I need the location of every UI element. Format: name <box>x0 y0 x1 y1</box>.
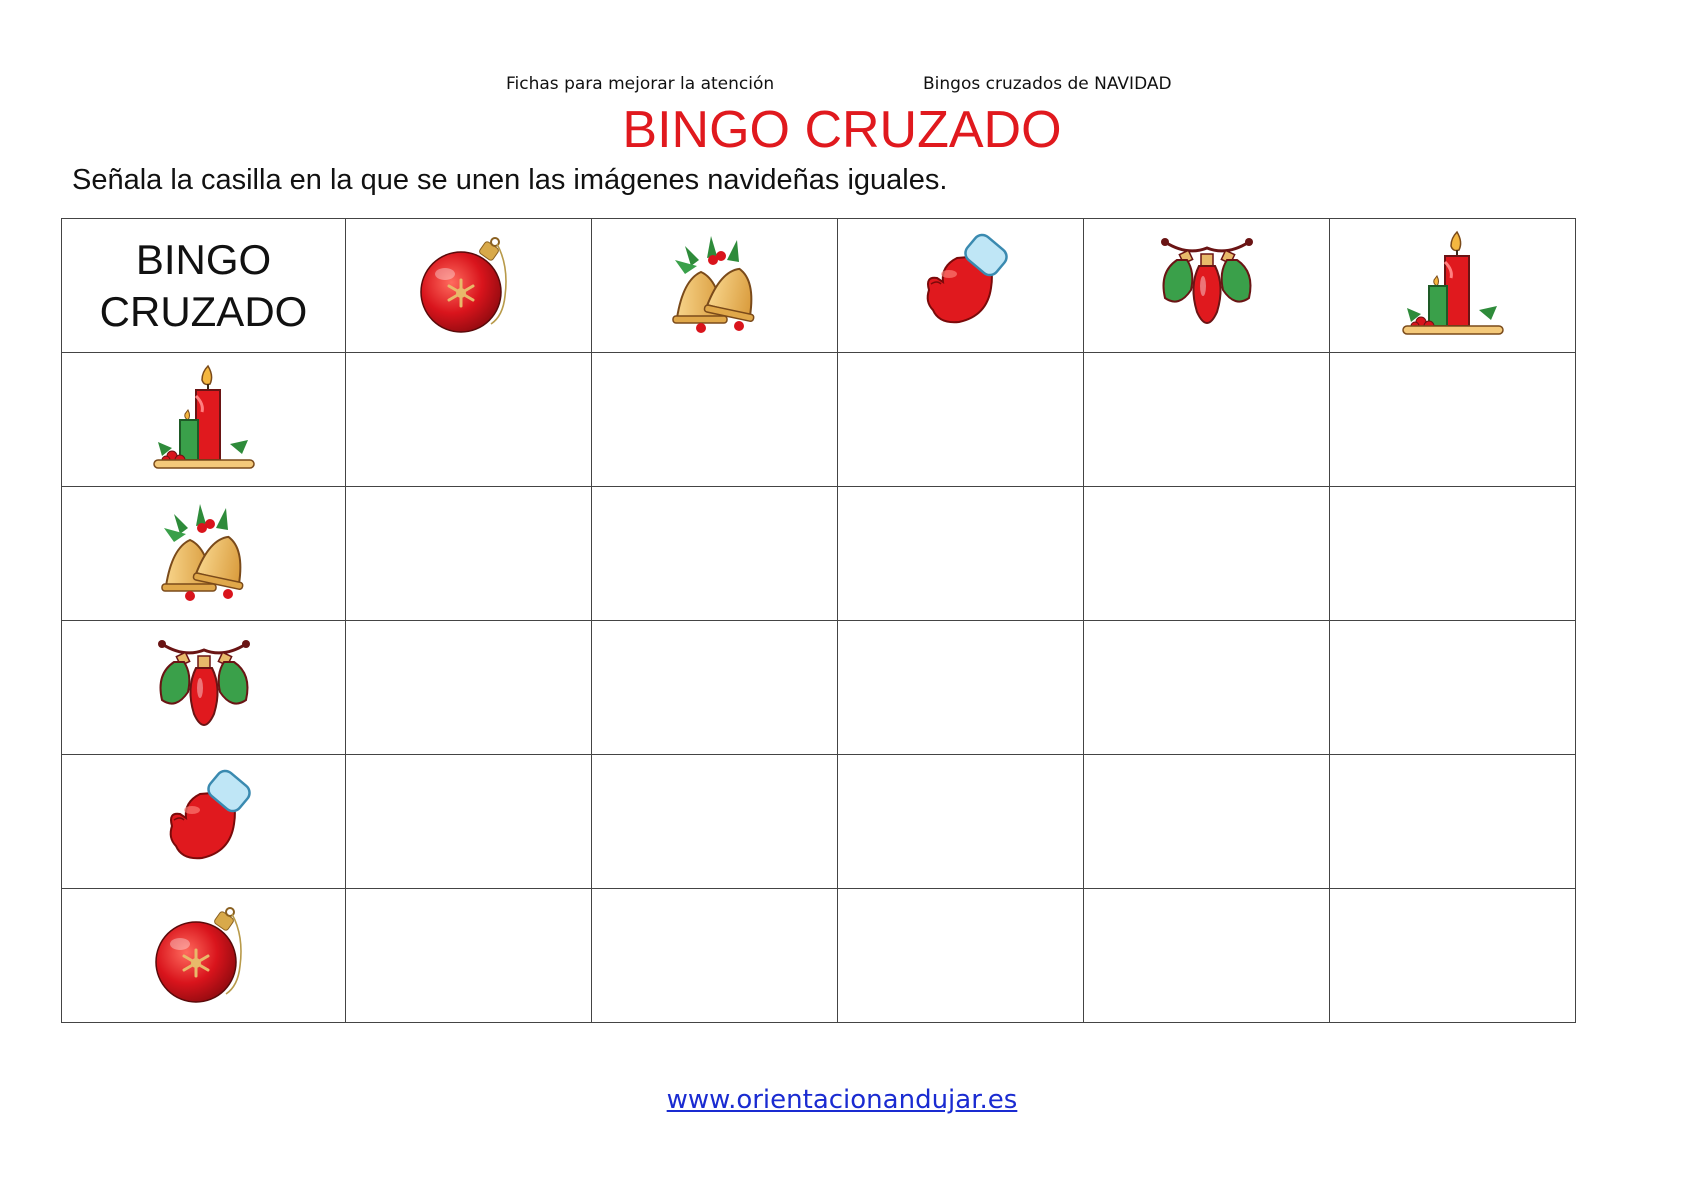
answer-cell[interactable] <box>838 889 1084 1023</box>
row-header-cell <box>62 487 346 621</box>
grid-row <box>62 889 1576 1023</box>
mitten-icon <box>901 226 1021 346</box>
row-header-cell <box>62 621 346 755</box>
answer-cell[interactable] <box>1084 353 1330 487</box>
website-link[interactable]: www.orientacionandujar.es <box>666 1085 1018 1115</box>
answer-cell[interactable] <box>592 487 838 621</box>
column-header-cell <box>1330 219 1576 353</box>
christmas-lights-icon <box>1147 226 1267 346</box>
instructions-text: Señala la casilla en la que se unen las imágenes navideñas iguales. <box>72 164 948 196</box>
answer-cell[interactable] <box>838 755 1084 889</box>
footer <box>0 1085 1684 1115</box>
row-header-cell <box>62 353 346 487</box>
corner-cell <box>62 219 346 353</box>
mitten-icon <box>144 762 264 882</box>
candle-icon <box>1393 226 1513 346</box>
answer-cell[interactable] <box>1330 487 1576 621</box>
answer-cell[interactable] <box>592 755 838 889</box>
answer-cell[interactable] <box>346 621 592 755</box>
header-row <box>62 219 1576 353</box>
answer-cell[interactable] <box>838 353 1084 487</box>
page-title: BINGO CRUZADO <box>622 101 1062 159</box>
ornament-ball-icon <box>144 896 264 1016</box>
answer-cell[interactable] <box>592 889 838 1023</box>
column-header-cell <box>346 219 592 353</box>
row-header-cell <box>62 755 346 889</box>
answer-cell[interactable] <box>346 889 592 1023</box>
answer-cell[interactable] <box>1084 621 1330 755</box>
answer-cell[interactable] <box>1084 487 1330 621</box>
grid-row <box>62 353 1576 487</box>
answer-cell[interactable] <box>592 621 838 755</box>
answer-cell[interactable] <box>592 353 838 487</box>
column-header-cell <box>1084 219 1330 353</box>
answer-cell[interactable] <box>1330 889 1576 1023</box>
bells-icon <box>144 494 264 614</box>
ornament-ball-icon <box>409 226 529 346</box>
corner-label-line1: BINGO <box>135 235 272 283</box>
answer-cell[interactable] <box>346 755 592 889</box>
answer-cell[interactable] <box>346 353 592 487</box>
worksheet-header-left: Fichas para mejorar la atención <box>506 74 775 94</box>
christmas-lights-icon <box>144 628 264 748</box>
worksheet-header-right: Bingos cruzados de NAVIDAD <box>923 74 1172 94</box>
bingo-grid <box>61 218 1576 1023</box>
grid-row <box>62 755 1576 889</box>
answer-cell[interactable] <box>838 621 1084 755</box>
candle-icon <box>144 360 264 480</box>
answer-cell[interactable] <box>1084 889 1330 1023</box>
column-header-cell <box>838 219 1084 353</box>
answer-cell[interactable] <box>346 487 592 621</box>
corner-label <box>84 234 324 338</box>
answer-cell[interactable] <box>1084 755 1330 889</box>
row-header-cell <box>62 889 346 1023</box>
answer-cell[interactable] <box>1330 755 1576 889</box>
grid-row <box>62 487 1576 621</box>
answer-cell[interactable] <box>1330 353 1576 487</box>
corner-label-line2: CRUZADO <box>99 287 308 335</box>
bells-icon <box>655 226 775 346</box>
answer-cell[interactable] <box>1330 621 1576 755</box>
answer-cell[interactable] <box>838 487 1084 621</box>
column-header-cell <box>592 219 838 353</box>
grid-row <box>62 621 1576 755</box>
